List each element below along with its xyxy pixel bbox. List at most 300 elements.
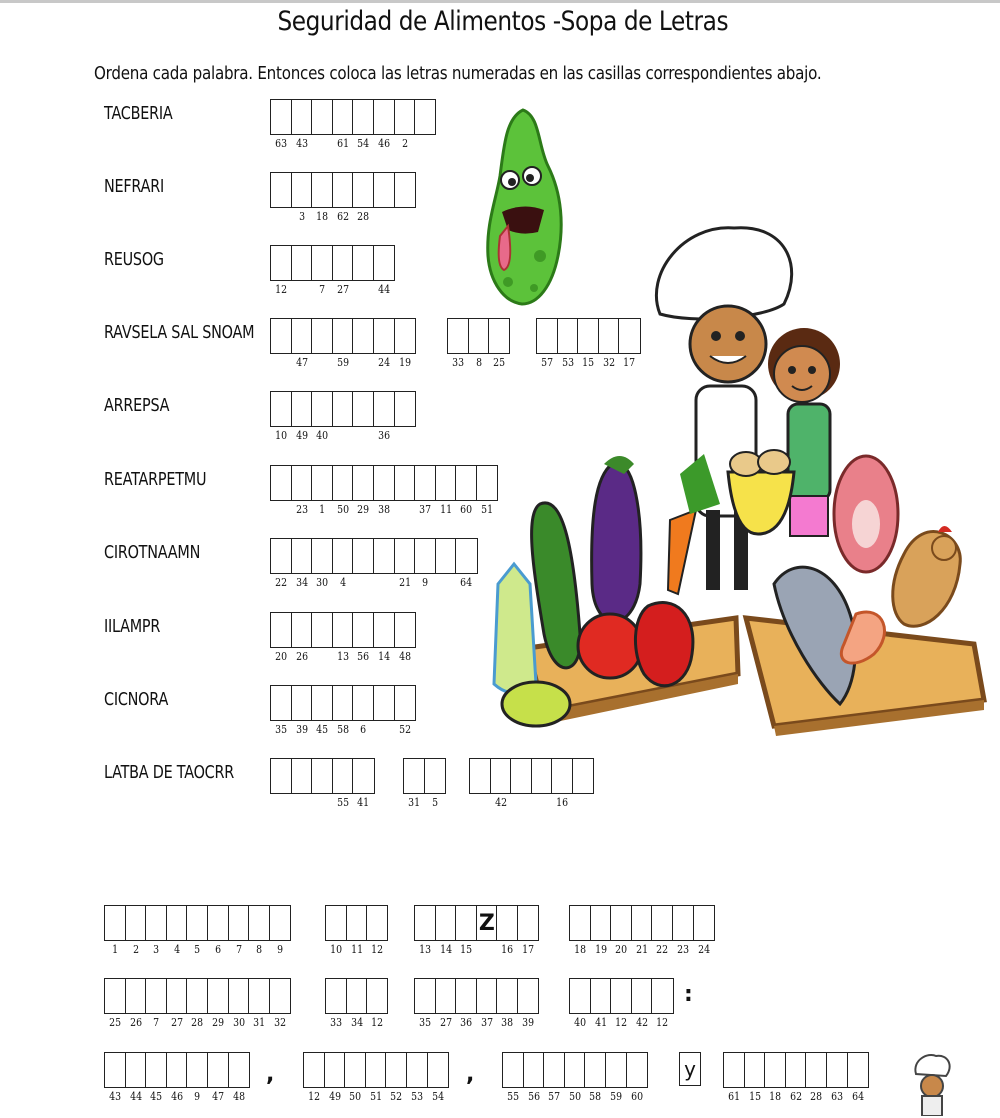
letter-box[interactable] [311, 758, 333, 794]
letter-box[interactable] [385, 1052, 407, 1103]
letter-box[interactable] [291, 758, 313, 794]
letter-box[interactable] [476, 905, 498, 941]
letter-box[interactable] [270, 465, 292, 501]
letter-box[interactable] [186, 978, 208, 1029]
scrambled-word: LATBA DE TAOCRR [104, 762, 235, 783]
letter-box[interactable] [366, 978, 388, 1029]
letter-box[interactable] [311, 391, 333, 442]
letter-box[interactable] [352, 391, 374, 427]
box-number: 12 [275, 283, 288, 296]
box-number: 13 [419, 943, 432, 956]
box-number: 10 [275, 429, 288, 442]
phrase-word [104, 1052, 248, 1103]
box-number: 9 [422, 576, 429, 589]
box-number: 19 [594, 943, 607, 956]
letter-box[interactable] [490, 758, 512, 809]
box-number: 37 [480, 1016, 493, 1029]
box-number: 63 [275, 137, 288, 150]
box-number: 1 [112, 943, 119, 956]
box-number: 12 [371, 943, 384, 956]
box-number: 15 [582, 356, 595, 369]
box-number: 64 [460, 576, 473, 589]
letter-box[interactable] [435, 905, 457, 956]
letter-box[interactable] [104, 905, 126, 956]
phrase-word [104, 978, 289, 1029]
letter-box[interactable] [826, 1052, 848, 1103]
box-number: 39 [295, 723, 308, 736]
box-number: 16 [501, 943, 514, 956]
letter-box[interactable] [373, 172, 395, 208]
letter-box[interactable] [270, 245, 292, 296]
box-number: 6 [360, 723, 367, 736]
letter-box[interactable] [248, 905, 270, 956]
letter-box[interactable] [311, 245, 333, 296]
letter-box[interactable] [311, 172, 333, 223]
letter-box[interactable] [455, 538, 477, 589]
scrambled-word: CIROTNAAMN [104, 542, 201, 563]
answer-boxes [270, 685, 414, 736]
box-number: 36 [460, 1016, 473, 1029]
letter-box[interactable] [435, 538, 457, 574]
letter-box[interactable] [551, 758, 573, 809]
box-number: 18 [316, 210, 329, 223]
letter-box[interactable] [332, 318, 354, 369]
letter-box[interactable] [584, 1052, 606, 1103]
letter-box[interactable] [352, 99, 374, 150]
letter-box[interactable] [373, 685, 395, 721]
letter-box[interactable] [610, 978, 632, 1029]
letter-box[interactable] [166, 978, 188, 1029]
letter-box[interactable] [332, 465, 354, 516]
answer-boxes [270, 538, 476, 589]
letter-box[interactable] [414, 99, 436, 135]
box-number: 21 [398, 576, 411, 589]
letter-box[interactable] [332, 685, 354, 736]
letter-box[interactable] [324, 1052, 346, 1103]
letter-box[interactable] [291, 685, 313, 736]
box-number: 7 [235, 943, 242, 956]
letter-box[interactable] [104, 978, 126, 1029]
box-number: 19 [398, 356, 411, 369]
letter-box[interactable] [125, 1052, 147, 1103]
answer-boxes [270, 99, 435, 150]
box-number: 2 [401, 137, 408, 150]
letter-box[interactable] [346, 978, 368, 1029]
letter-box[interactable] [476, 978, 498, 1029]
letter-box[interactable] [291, 612, 313, 663]
letter-box[interactable] [228, 1052, 250, 1103]
letter-box[interactable] [523, 1052, 545, 1103]
letter-box[interactable] [291, 465, 313, 516]
comma: , [466, 1062, 475, 1087]
letter-box[interactable] [291, 99, 313, 150]
box-number: 10 [330, 943, 343, 956]
box-number: 52 [398, 723, 411, 736]
letter-box[interactable] [352, 758, 374, 809]
comma: , [266, 1062, 275, 1087]
box-number: 54 [431, 1090, 444, 1103]
letter-box[interactable] [269, 905, 291, 956]
answer-boxes [270, 245, 394, 296]
box-number: 46 [378, 137, 391, 150]
box-number: 11 [350, 943, 363, 956]
phrase-word [303, 1052, 447, 1103]
letter-box[interactable] [744, 1052, 766, 1103]
box-number: 5 [194, 943, 201, 956]
box-number: 25 [493, 356, 506, 369]
box-number: 26 [129, 1016, 142, 1029]
letter-box[interactable] [373, 99, 395, 150]
box-number: 21 [635, 943, 648, 956]
box-number: 61 [336, 137, 349, 150]
box-number: 38 [378, 503, 391, 516]
box-number: 9 [194, 1090, 201, 1103]
letter-box[interactable] [311, 538, 333, 589]
letter-box[interactable] [352, 612, 374, 663]
letter-box[interactable] [332, 99, 354, 150]
letter-box[interactable] [311, 99, 333, 135]
box-number: 9 [276, 943, 283, 956]
letter-box[interactable] [723, 1052, 745, 1103]
answer-boxes [270, 391, 414, 442]
letter-box[interactable] [394, 612, 416, 663]
box-number: 3 [298, 210, 305, 223]
box-number: 18 [769, 1090, 782, 1103]
given-letter-y: y [679, 1052, 701, 1086]
letter-box[interactable] [207, 905, 229, 956]
box-number: 37 [419, 503, 432, 516]
phrase-word [414, 905, 538, 956]
box-number: 64 [851, 1090, 864, 1103]
letter-box[interactable] [455, 465, 477, 516]
letter-box[interactable] [270, 612, 292, 663]
letter-box[interactable] [394, 685, 416, 736]
box-number: 15 [748, 1090, 761, 1103]
letter-box[interactable] [145, 905, 167, 956]
letter-box[interactable] [145, 978, 167, 1029]
phrase-word [502, 1052, 646, 1103]
letter-box[interactable] [325, 978, 347, 1029]
answer-boxes [403, 758, 444, 809]
letter-box[interactable] [270, 391, 292, 442]
letter-box[interactable] [590, 978, 612, 1029]
box-number: 12 [656, 1016, 669, 1029]
box-number: 42 [635, 1016, 648, 1029]
letter-box[interactable] [332, 172, 354, 223]
box-number: 35 [419, 1016, 432, 1029]
letter-box[interactable] [270, 758, 292, 794]
box-number: 12 [615, 1016, 628, 1029]
letter-box[interactable] [270, 318, 292, 354]
letter-box[interactable] [344, 1052, 366, 1103]
box-number: 20 [275, 650, 288, 663]
letter-box[interactable] [311, 685, 333, 736]
letter-box[interactable] [496, 905, 518, 956]
letter-box[interactable] [207, 978, 229, 1029]
letter-box[interactable] [394, 391, 416, 427]
answer-boxes [270, 172, 414, 223]
letter-box[interactable] [186, 1052, 208, 1103]
box-number: 51 [369, 1090, 382, 1103]
phrase-word [325, 905, 387, 956]
box-number: 45 [150, 1090, 163, 1103]
box-number: 41 [357, 796, 370, 809]
box-number: 44 [378, 283, 391, 296]
phrase-word [569, 978, 672, 1029]
letter-box[interactable] [651, 978, 673, 1029]
letter-box[interactable] [303, 1052, 325, 1103]
letter-box[interactable] [394, 465, 416, 501]
letter-box[interactable] [291, 391, 313, 442]
box-number: 34 [350, 1016, 363, 1029]
box-number: 53 [411, 1090, 424, 1103]
box-number: 28 [810, 1090, 823, 1103]
letter-box[interactable] [186, 905, 208, 956]
box-number: 46 [170, 1090, 183, 1103]
letter-box[interactable] [352, 245, 374, 281]
box-number: 6 [215, 943, 222, 956]
letter-box[interactable] [373, 538, 395, 574]
letter-box[interactable] [543, 1052, 565, 1103]
box-number: 50 [568, 1090, 581, 1103]
letter-box[interactable] [414, 905, 436, 956]
letter-box[interactable] [406, 1052, 428, 1103]
box-number: 13 [336, 650, 349, 663]
letter-box[interactable] [352, 172, 374, 223]
box-number: 62 [789, 1090, 802, 1103]
box-number: 56 [527, 1090, 540, 1103]
letter-box[interactable] [435, 978, 457, 1029]
box-number: 47 [212, 1090, 225, 1103]
letter-box[interactable] [427, 1052, 449, 1103]
letter-box[interactable] [626, 1052, 648, 1103]
letter-box[interactable] [352, 685, 374, 736]
letter-box[interactable] [228, 905, 250, 956]
top-rule [0, 0, 1000, 3]
letter-box[interactable] [517, 978, 539, 1029]
letter-box[interactable] [125, 905, 147, 956]
letter-box[interactable] [631, 905, 653, 956]
letter-box[interactable] [373, 465, 395, 516]
box-number: 55 [507, 1090, 520, 1103]
box-number: 7 [153, 1016, 160, 1029]
letter-box[interactable] [785, 1052, 807, 1103]
letter-box[interactable] [291, 245, 313, 281]
letter-box[interactable] [311, 318, 333, 354]
box-number: 8 [256, 943, 263, 956]
letter-box[interactable] [166, 1052, 188, 1103]
letter-box[interactable] [332, 758, 354, 809]
box-number: 55 [336, 796, 349, 809]
box-number: 63 [831, 1090, 844, 1103]
letter-box[interactable] [373, 612, 395, 663]
letter-box[interactable] [346, 905, 368, 956]
box-number: 27 [439, 1016, 452, 1029]
letter-box[interactable] [291, 538, 313, 589]
letter-box[interactable] [455, 905, 477, 956]
letter-box[interactable] [311, 612, 333, 648]
box-number: 31 [253, 1016, 266, 1029]
letter-box[interactable] [373, 318, 395, 369]
letter-box[interactable] [569, 978, 591, 1029]
box-number: 50 [336, 503, 349, 516]
letter-box[interactable] [435, 465, 457, 516]
letter-box[interactable] [373, 391, 395, 442]
scrambled-word: RAVSELA SAL SNOAM [104, 322, 255, 343]
letter-box[interactable] [104, 1052, 126, 1103]
letter-box[interactable] [394, 538, 416, 589]
box-number: 25 [109, 1016, 122, 1029]
box-number: 29 [357, 503, 370, 516]
box-number: 31 [408, 796, 421, 809]
box-number: 20 [615, 943, 628, 956]
answer-boxes [270, 465, 497, 516]
letter-box[interactable] [125, 978, 147, 1029]
letter-box[interactable] [469, 758, 491, 794]
letter-box[interactable] [847, 1052, 869, 1103]
box-number: 4 [173, 943, 180, 956]
letter-box[interactable] [291, 172, 313, 223]
box-number: 38 [501, 1016, 514, 1029]
box-number: 51 [481, 503, 493, 516]
box-number: 22 [656, 943, 669, 956]
letter-box[interactable] [447, 318, 469, 369]
box-number: 34 [295, 576, 308, 589]
box-number: 53 [561, 356, 574, 369]
box-number: 29 [212, 1016, 225, 1029]
scrambled-word: IILAMPR [104, 616, 161, 637]
letter-box[interactable] [394, 318, 416, 369]
page-title: Seguridad de Alimentos -Sopa de Letras [277, 6, 729, 37]
letter-box[interactable] [496, 978, 518, 1029]
box-number: 16 [556, 796, 569, 809]
letter-box[interactable] [332, 612, 354, 663]
letter-box[interactable] [394, 99, 416, 150]
box-number: 17 [522, 943, 535, 956]
letter-box[interactable] [572, 758, 594, 794]
letter-box[interactable] [693, 905, 715, 956]
letter-box[interactable] [269, 978, 291, 1029]
box-number: 28 [357, 210, 370, 223]
phrase-word [104, 905, 289, 956]
box-number: 48 [398, 650, 411, 663]
box-number: 32 [273, 1016, 286, 1029]
box-number: 1 [319, 503, 326, 516]
box-number: 47 [295, 356, 308, 369]
box-number: 41 [594, 1016, 607, 1029]
letter-box[interactable] [166, 905, 188, 956]
box-number: 59 [336, 356, 349, 369]
box-number: 57 [541, 356, 554, 369]
box-number: 43 [109, 1090, 122, 1103]
letter-box[interactable] [590, 905, 612, 956]
letter-box[interactable] [403, 758, 425, 809]
letter-box[interactable] [672, 905, 694, 956]
letter-box[interactable] [510, 758, 532, 794]
box-number: 33 [452, 356, 465, 369]
box-number: 40 [574, 1016, 587, 1029]
letter-box[interactable] [325, 905, 347, 956]
box-number: 24 [697, 943, 710, 956]
scrambled-word: ARREPSA [104, 395, 170, 416]
letter-box[interactable] [373, 245, 395, 296]
letter-box[interactable] [610, 905, 632, 956]
scrambled-word: TACBERIA [104, 103, 173, 124]
box-number: 57 [548, 1090, 561, 1103]
box-number: 48 [232, 1090, 245, 1103]
box-number: 39 [522, 1016, 535, 1029]
letter-box[interactable] [332, 245, 354, 296]
letter-box[interactable] [332, 391, 354, 427]
box-number: 15 [460, 943, 473, 956]
box-number: 12 [308, 1090, 321, 1103]
box-number: 18 [574, 943, 587, 956]
letter-box[interactable] [414, 538, 436, 589]
box-number: 45 [316, 723, 329, 736]
letter-box[interactable] [311, 465, 333, 516]
box-number: 11 [439, 503, 452, 516]
letter-box[interactable] [651, 905, 673, 956]
letter-box[interactable] [605, 1052, 627, 1103]
box-number: 40 [316, 429, 329, 442]
box-number: 27 [336, 283, 349, 296]
letter-box[interactable] [352, 318, 374, 354]
letter-box[interactable] [248, 978, 270, 1029]
letter-box[interactable] [270, 538, 292, 589]
box-number: 28 [191, 1016, 204, 1029]
letter-box[interactable] [291, 318, 313, 369]
letter-box[interactable] [564, 1052, 586, 1103]
letter-box[interactable] [414, 978, 436, 1029]
letter-box[interactable] [424, 758, 446, 809]
box-number: 23 [295, 503, 308, 516]
box-number: 50 [349, 1090, 362, 1103]
letter-box[interactable] [145, 1052, 167, 1103]
box-number: 30 [316, 576, 329, 589]
box-number: 26 [295, 650, 308, 663]
letter-box[interactable] [366, 905, 388, 956]
box-number: 30 [232, 1016, 245, 1029]
box-number: 62 [336, 210, 349, 223]
letter-box[interactable] [270, 99, 292, 150]
letter-box[interactable] [394, 172, 416, 208]
scrambled-word: CICNORA [104, 689, 169, 710]
instructions: Ordena cada palabra. Entonces coloca las letras numeradas en las casillas correspondientes abajo. [94, 63, 822, 84]
letter-box[interactable] [270, 685, 292, 736]
letter-box[interactable] [352, 465, 374, 516]
letter-box[interactable] [569, 905, 591, 956]
letter-box[interactable] [531, 758, 553, 794]
letter-box[interactable] [631, 978, 653, 1029]
box-number: 2 [132, 943, 139, 956]
letter-box[interactable] [764, 1052, 786, 1103]
letter-box[interactable] [207, 1052, 229, 1103]
colon: : [684, 982, 693, 1007]
letter-box[interactable] [228, 978, 250, 1029]
letter-box[interactable] [365, 1052, 387, 1103]
letter-box[interactable] [455, 978, 477, 1029]
letter-box[interactable] [352, 538, 374, 574]
box-number: 14 [378, 650, 391, 663]
phrase-word [414, 978, 538, 1029]
letter-box[interactable] [414, 465, 436, 516]
letter-box[interactable] [502, 1052, 524, 1103]
letter-box[interactable] [517, 905, 539, 956]
letter-box[interactable] [805, 1052, 827, 1103]
letter-box[interactable] [332, 538, 354, 589]
letter-box[interactable] [270, 172, 292, 208]
box-number: 61 [728, 1090, 741, 1103]
